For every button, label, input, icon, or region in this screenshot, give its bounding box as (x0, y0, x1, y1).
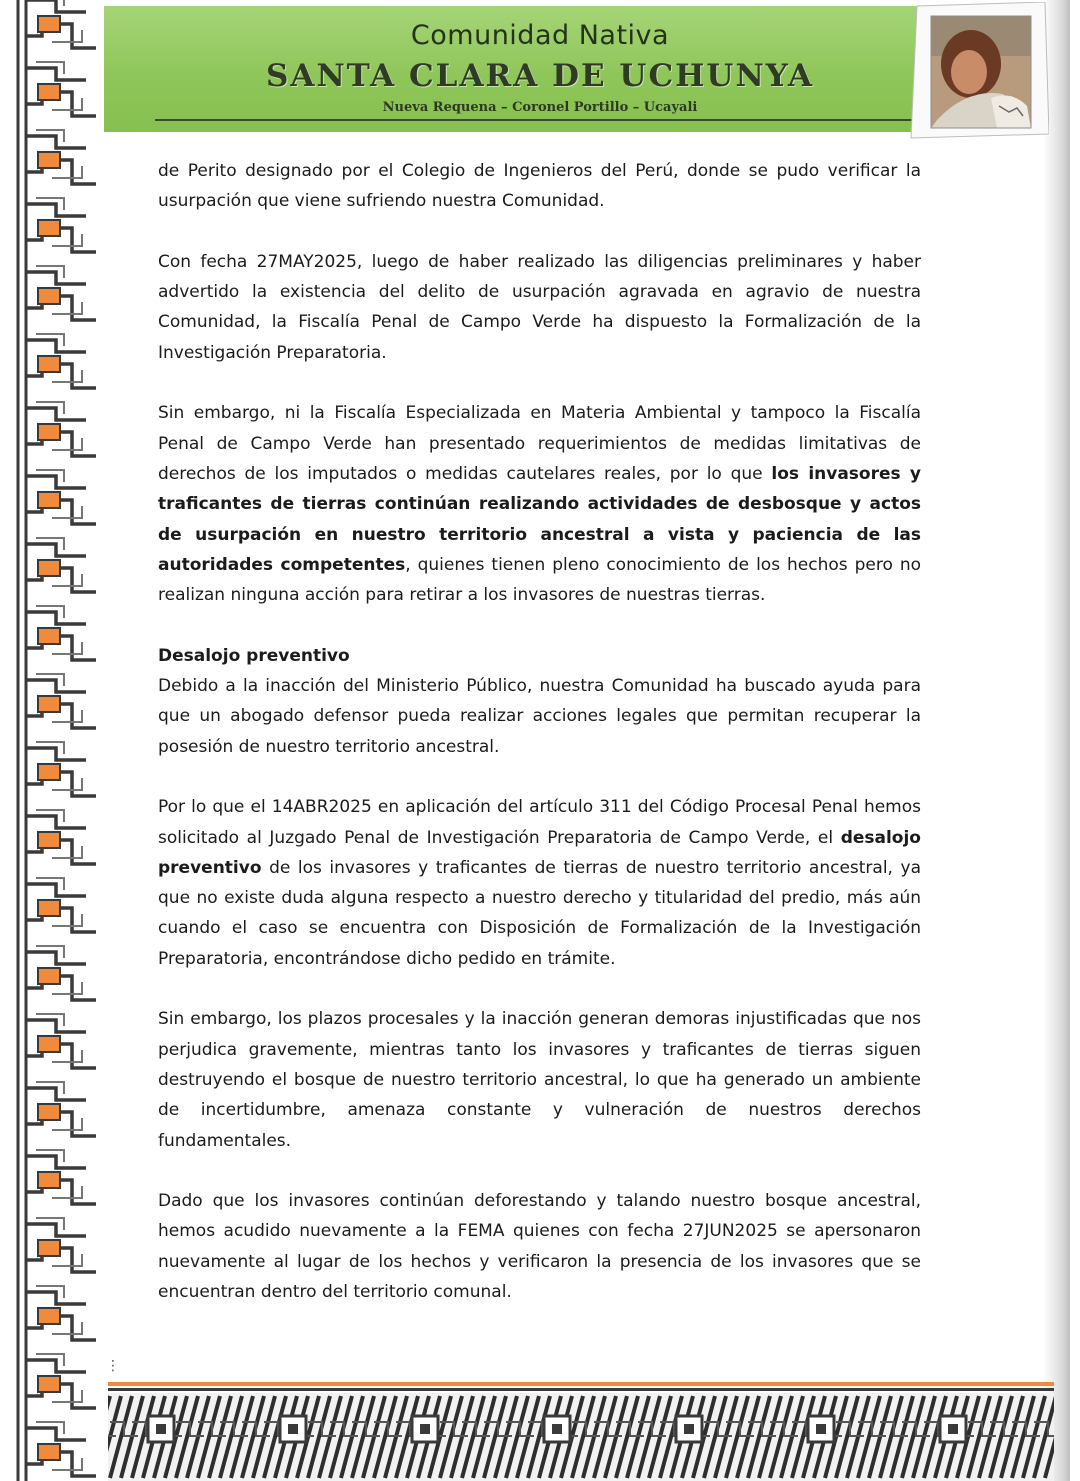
paragraph-5-text-c: de los invasores y traficantes de tierras de nuestro territorio ancestral, ya que no existe duda alguna respecto a nuestro derecho y titularidad del predio, más aún cuando el caso se encuentra con Disposición de Formalización de la Investigación Preparatoria, encontrándose dicho pedido en trámite. (158, 857, 921, 969)
letterhead-rule (155, 119, 945, 121)
paragraph-6: Sin embargo, los plazos procesales y la inacción generan demoras injustificadas que nos perjudica gravemente, mientras tanto los invasores y traficantes de tierras siguen destruyendo el bosque de nuestro territorio ancestral, lo que ha generado un ambiente de incertidumbre, amenaza constante y vulneración de nuestros derechos fundamentales. (158, 1009, 921, 1151)
paragraph-7: Dado que los invasores continúan deforestando y talando nuestro bosque ancestral, hemos acudido nuevamente a la FEMA quienes con fecha 27JUN2025 se apersonaron nuevamente al lugar de los hechos y verificaron la presencia de los invasores que se encuentran dentro del territorio comunal. (158, 1191, 921, 1302)
decorative-bottom-band (108, 1382, 1054, 1481)
section-heading-desalojo: Desalojo preventivo (158, 645, 350, 666)
paragraph-1: de Perito designado por el Colegio de Ingenieros del Perú, donde se pudo verificar la usurpación que viene sufriendo nuestra Comunidad. (158, 161, 921, 212)
letterhead-line-1: Comunidad Nativa (410, 20, 670, 51)
paragraph-5-bold: desalojo preventivo (158, 827, 921, 878)
paragraph-3-bold: los invasores y traficantes de tierras continúan realizando actividades de desbosque y actos de usurpación en nuestro territorio ancestral a vista y paciencia de las autoridades competentes (158, 463, 921, 575)
document-body (158, 156, 921, 1307)
artisan-photo (907, 2, 1049, 140)
paragraph-4: Debido a la inacción del Ministerio Público, nuestra Comunidad ha buscado ayuda para que un abogado defensor pueda realizar acciones legales que permitan recuperar la posesión de nuestro territorio ancestral. (158, 676, 921, 757)
paragraph-5-text-a: Por lo que el 14ABR2025 en aplicación del artículo 311 del Código Procesal Penal hemos solicitado al Juzgado Penal de Investigación Preparatoria de Campo Verde, el (158, 797, 921, 848)
margin-mark: ⋮ (106, 1358, 120, 1374)
page-edge-shadow (1043, 0, 1070, 1481)
letterhead-location: Nueva Requena – Coronel Portillo – Ucayali (382, 100, 698, 115)
decorative-left-border (12, 0, 104, 1481)
paragraph-5 (158, 792, 921, 974)
letterhead-community-name: SANTA CLARA DE UCHUNYA (266, 58, 814, 94)
paragraph-2: Con fecha 27MAY2025, luego de haber realizado las diligencias preliminares y haber advertido la existencia del delito de usurpación agravada en agravio de nuestra Comunidad, la Fiscalía Penal de Campo Verde ha dispuesto la Formalización de la Investigación Preparatoria. (158, 251, 921, 363)
paragraph-3 (158, 398, 921, 610)
paragraph-3-text-a: Sin embargo, ni la Fiscalía Especializada en Materia Ambiental y tampoco la Fiscalía Penal de Campo Verde han presentado requerimientos de medidas limitativas de derechos de los imputados o medidas cautelares reales, por lo que (158, 403, 921, 484)
paragraph-3-text-c: , quienes tienen pleno conocimiento de los hechos pero no realizan ninguna acción para retirar a los invasores de nuestras tierras. (158, 554, 921, 606)
